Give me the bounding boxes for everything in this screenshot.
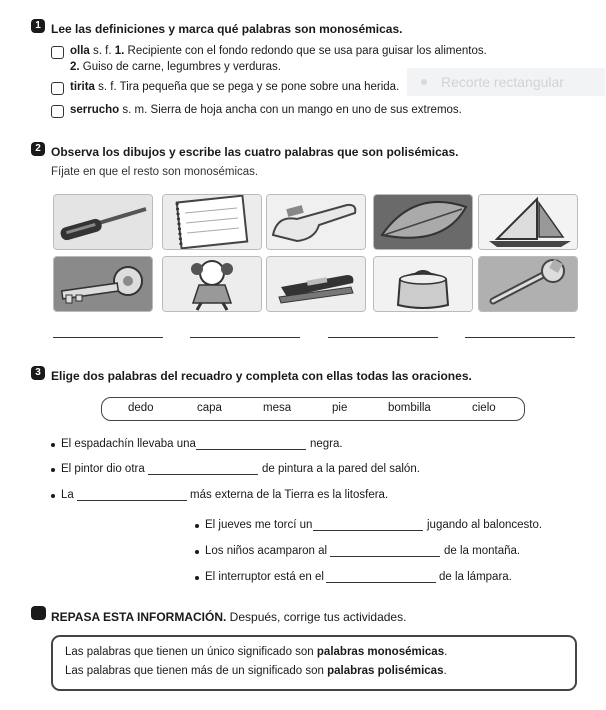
review-subtitle: Después, corrige tus actividades. [226, 610, 407, 624]
picture-notepad [162, 194, 262, 250]
definition-olla-line1: olla s. f. 1. Recipiente con el fondo redondo que se usa para guisar los alimentos. [70, 45, 487, 57]
sentence-6-before: El interruptor está en el [205, 571, 324, 583]
blank-3[interactable] [77, 500, 187, 501]
definition-serrucho: serrucho s. m. Sierra de hoja ancha con un mango en uno de sus extremos. [70, 104, 462, 116]
section3-title: Elige dos palabras del recuadro y completa con ellas todas las oraciones. [51, 369, 472, 383]
definition-tirita: tirita s. f. Tira pequeña que se pega y se pone sobre una herida. [70, 81, 400, 93]
answer-line-2[interactable] [190, 337, 300, 338]
picture-leaf [373, 194, 473, 250]
section2-subtitle: Fíjate en que el resto son monosémicas. [51, 166, 259, 178]
answer-line-4[interactable] [465, 337, 575, 338]
section-number-2: 2 [31, 142, 45, 156]
info-line-2: Las palabras que tienen más de un significado son palabras polisémicas. [65, 665, 447, 677]
word-option: dedo [128, 402, 154, 414]
wrench-icon [479, 257, 577, 311]
bullet-icon [195, 550, 199, 554]
word-option: mesa [263, 402, 292, 414]
doll-icon [163, 257, 261, 311]
checkbox-serrucho[interactable] [51, 105, 64, 118]
word-olla: olla [70, 45, 90, 57]
leaf-icon [374, 195, 472, 249]
bullet-icon [51, 443, 55, 447]
picture-key [53, 256, 153, 312]
section2-title: Observa los dibujos y escribe las cuatro palabras que son polisémicas. [51, 145, 459, 159]
picture-wrench [478, 256, 578, 312]
watermark-text: Recorte rectangular [441, 74, 564, 90]
circle-icon [421, 79, 427, 85]
word-option: pie [332, 402, 348, 414]
notepad-icon [163, 195, 261, 249]
answer-line-1[interactable] [53, 337, 163, 338]
sentence-3-after: más externa de la Tierra es la litosfera. [190, 489, 389, 501]
blank-1[interactable] [196, 449, 306, 450]
sentence-3-before: La [61, 489, 74, 501]
answer-line-3[interactable] [328, 337, 438, 338]
info-line-1: Las palabras que tienen un único significado son palabras monosémicas. [65, 646, 448, 658]
picture-bag [373, 256, 473, 312]
bullet-icon [51, 468, 55, 472]
checkbox-tirita[interactable] [51, 82, 64, 95]
stapler-icon [267, 257, 365, 311]
checkbox-olla[interactable] [51, 46, 64, 59]
sailboat-icon [479, 195, 577, 249]
definition-olla-line2: 2. Guiso de carne, legumbres y verduras. [70, 61, 281, 73]
picture-screwdriver [53, 194, 153, 250]
bullet-icon [195, 576, 199, 580]
word-option: bombilla [388, 402, 431, 414]
picture-sailboat [478, 194, 578, 250]
word-serrucho: serrucho [70, 104, 120, 116]
sentence-6-after: de la lámpara. [439, 571, 512, 583]
section-number-1: 1 [31, 19, 45, 33]
blank-2[interactable] [148, 474, 258, 475]
blank-6[interactable] [326, 582, 436, 583]
word-tirita: tirita [70, 81, 95, 93]
sentence-5-after: de la montaña. [444, 545, 521, 557]
watermark [407, 68, 605, 96]
picture-doll [162, 256, 262, 312]
sentence-2-after: de pintura a la pared del salón. [262, 463, 420, 475]
picture-hand [266, 194, 366, 250]
word-option: capa [197, 402, 222, 414]
picture-stapler [266, 256, 366, 312]
bullet-icon [195, 524, 199, 528]
section-number-3: 3 [31, 366, 45, 380]
word-box [101, 397, 525, 421]
screwdriver-icon [54, 195, 152, 249]
review-heading [51, 610, 406, 624]
sentence-4-after: jugando al baloncesto. [427, 519, 543, 531]
review-badge [31, 606, 46, 620]
review-title: REPASA ESTA INFORMACIÓN. [51, 610, 227, 624]
blank-5[interactable] [330, 556, 440, 557]
bullet-icon [51, 494, 55, 498]
info-box [51, 635, 577, 691]
sentence-5-before: Los niños acamparon al [205, 545, 328, 557]
sentence-4-before: El jueves me torcí un [205, 519, 313, 531]
sentence-2-before: El pintor dio otra [61, 463, 145, 475]
sentence-1-after: negra. [310, 438, 343, 450]
bag-icon [374, 257, 472, 311]
blank-4[interactable] [313, 530, 423, 531]
sentence-1-before: El espadachín llevaba una [61, 438, 196, 450]
word-option: cielo [472, 402, 496, 414]
key-icon [54, 257, 152, 311]
section1-title: Lee las definiciones y marca qué palabras son monosémicas. [51, 22, 403, 36]
hand-icon [267, 195, 365, 249]
